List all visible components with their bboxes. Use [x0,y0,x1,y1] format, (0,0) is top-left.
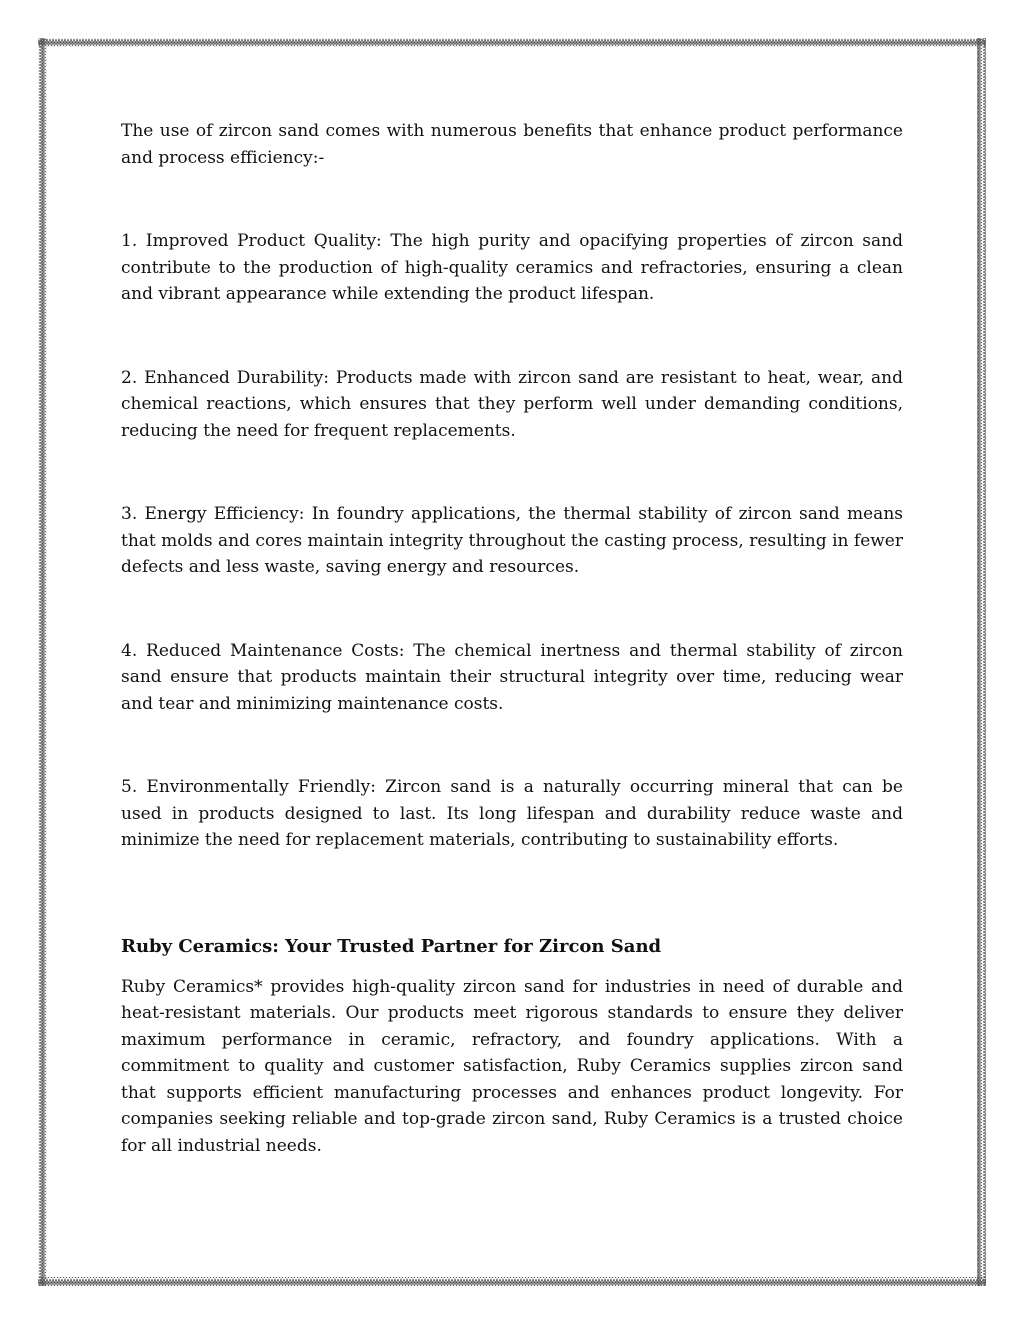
benefit-item-durability: 2. Enhanced Durability: Products made with zircon sand are resistant to heat, wear, and chemical reactions, which ensures that they perform well under demanding conditions, reducing the need for frequent replacements. [121,367,903,441]
benefit-item-maintenance: 4. Reduced Maintenance Costs: The chemical inertness and thermal stability of zircon sand ensure that products maintain their structural integrity over time, reducing wear and tear and minimizing maintenance costs. [121,640,903,714]
benefit-item-energy: 3. Energy Efficiency: In foundry applications, the thermal stability of zircon sand means that molds and cores maintain integrity throughout the casting process, resulting in fewer defects and less waste, saving energy and resources. [121,504,903,577]
intro-paragraph: The use of zircon sand comes with numerous benefits that enhance product performance and process efficiency:- [121,121,903,168]
section-paragraph: Ruby Ceramics* provides high-quality zircon sand for industries in need of durable and heat-resistant materials. Our products meet rigorous standards to ensure they deliver maximum performance in ceramic, refractory, and foundry applications. With a commitment to quality and customer satisfaction, Ruby Ceramics supplies zircon sand that supports efficient manufacturing processes and enhances product longevity. For companies seeking reliable and top-grade zircon sand, Ruby Ceramics is a trusted choice for all industrial needs. [121,976,903,1156]
benefit-item-quality: 1. Improved Product Quality: The high purity and opacifying properties of zircon sand contribute to the production of high-quality ceramics and refractories, ensuring a clean and vibrant appearance while extending the product lifespan. [121,231,903,304]
document-body [121,118,903,1159]
section-heading: Ruby Ceramics: Your Trusted Partner for Zircon Sand [121,935,662,957]
benefit-item-environment: 5. Environmentally Friendly: Zircon sand is a naturally occurring mineral that can be used in products designed to last. Its long lifespan and durability reduce waste and minimize the need for replacement materials, contributing to sustainability efforts. [121,777,903,850]
